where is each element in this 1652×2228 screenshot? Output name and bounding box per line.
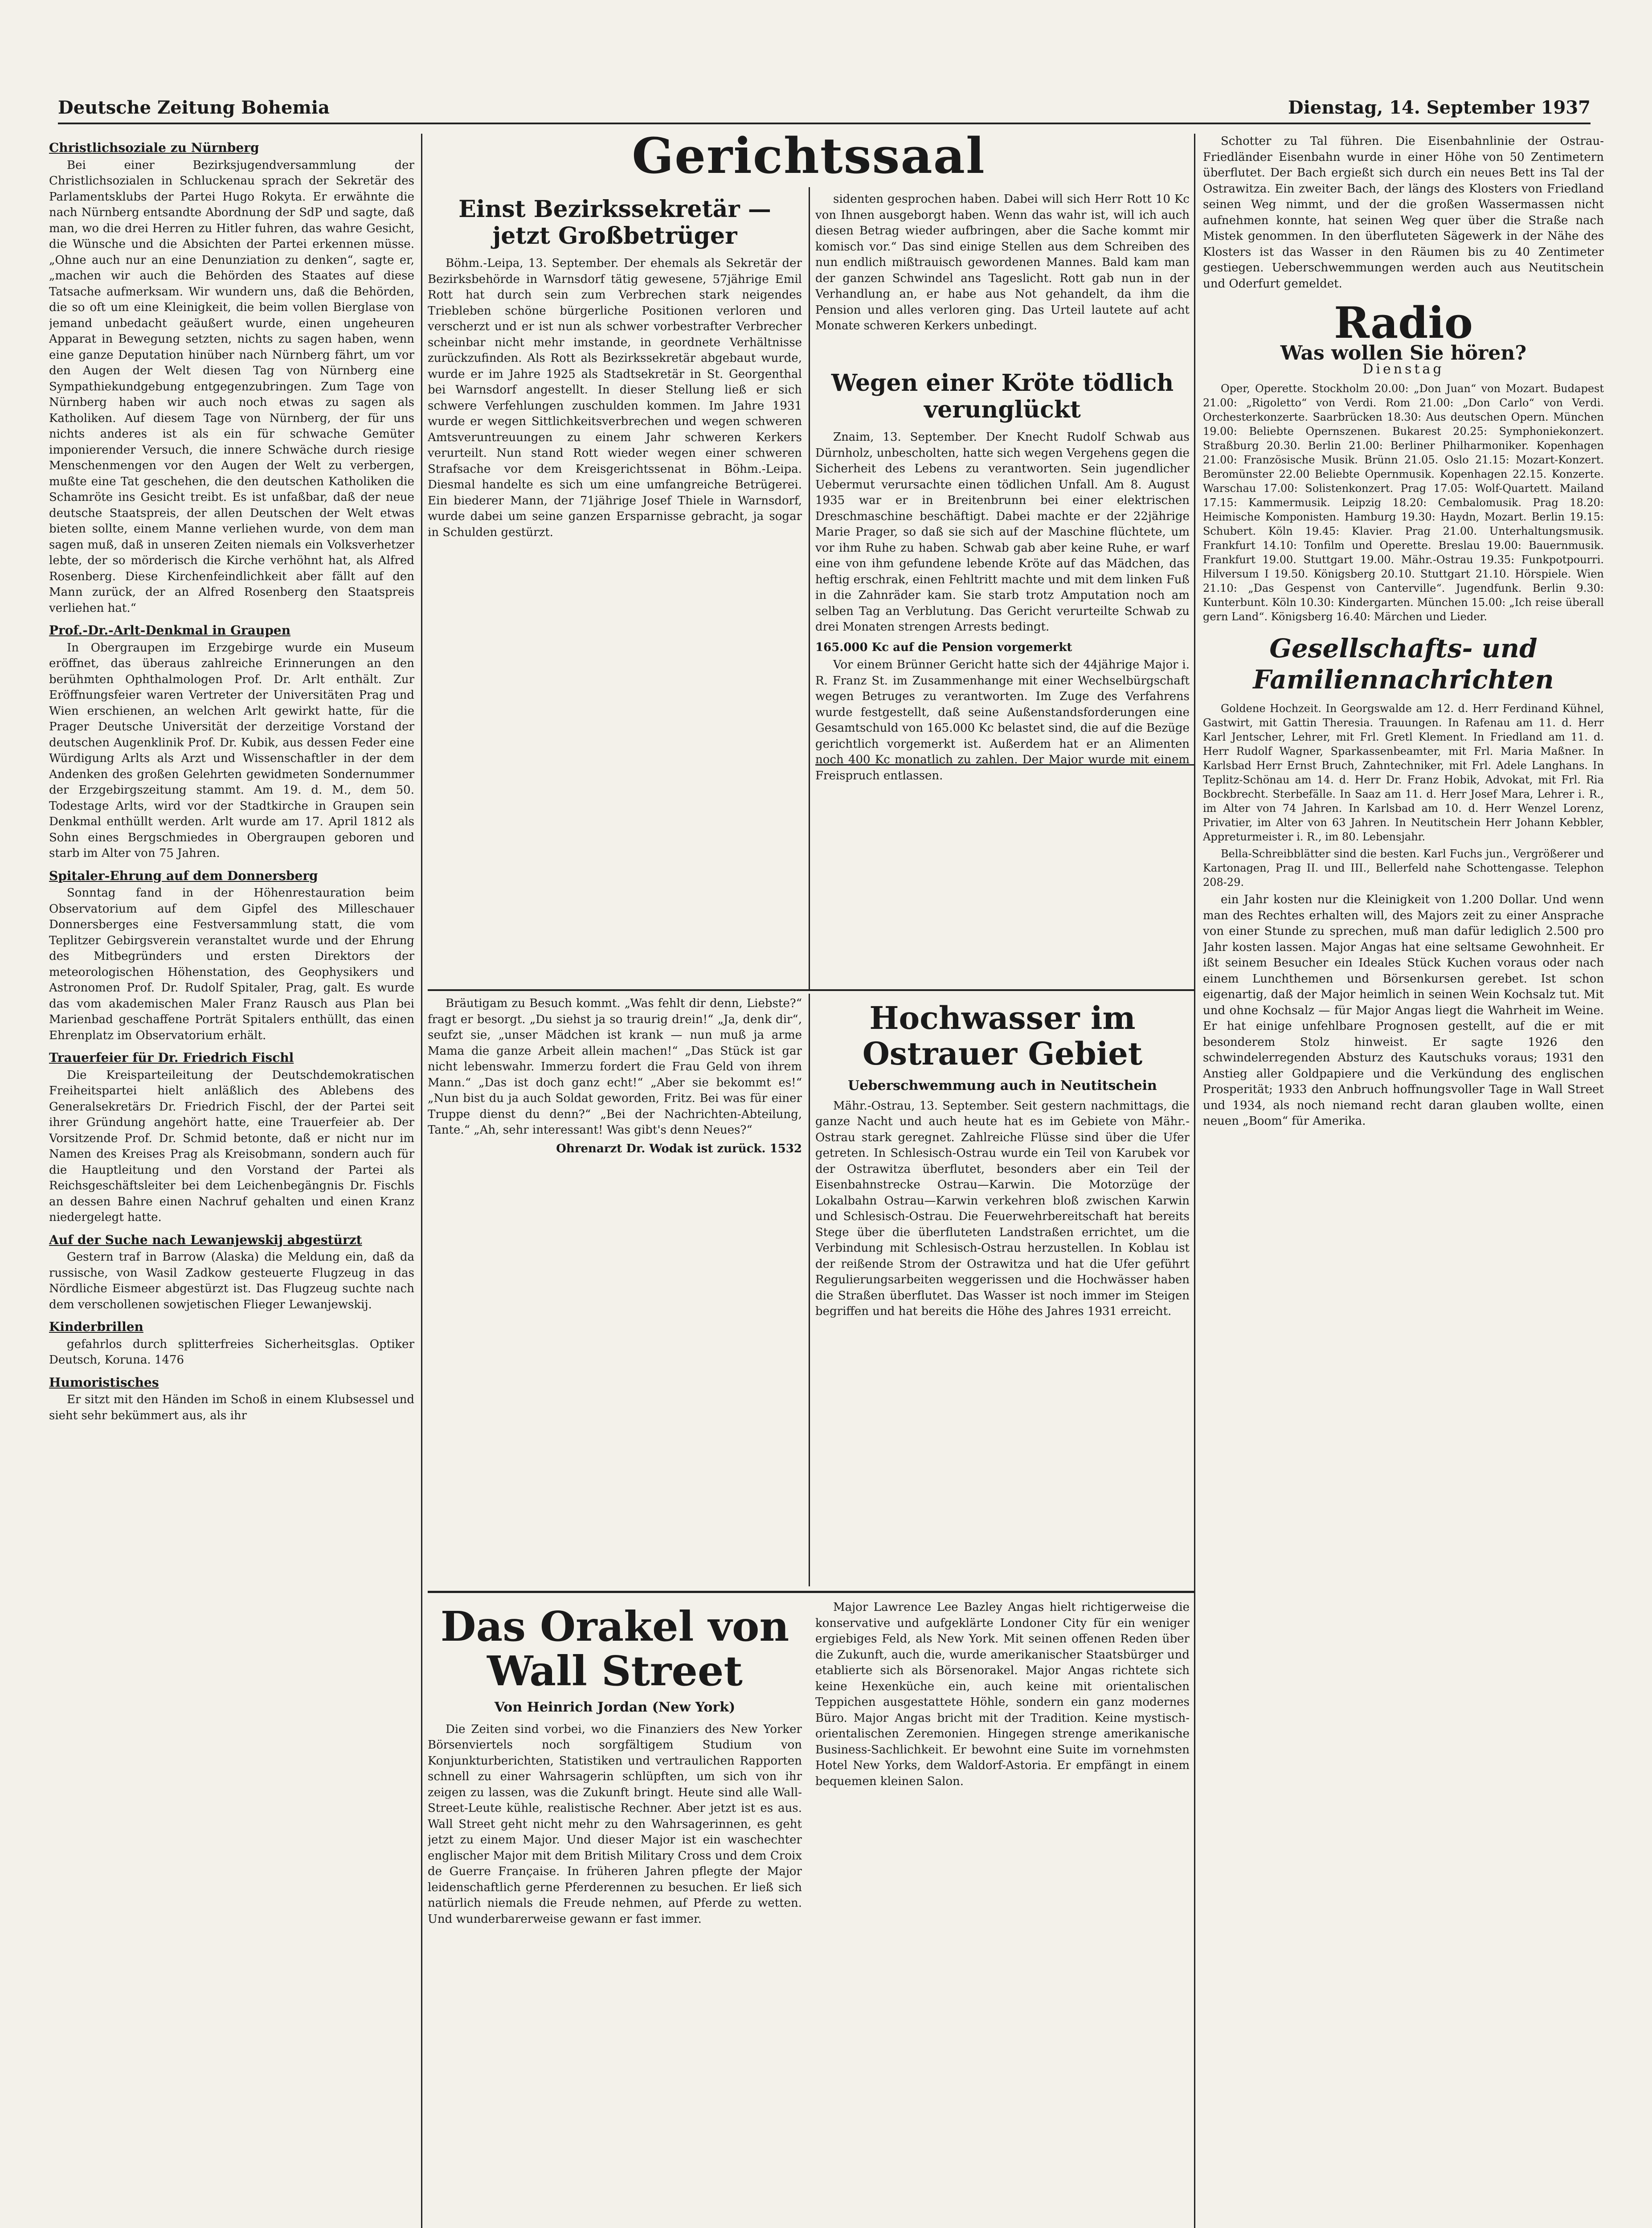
c1-text-0: Bei einer Bezirksjugendversammlung der Christlichsozialen in Schluckenau sprach der Sekretär des Parlamentsklubs der Partei Hugo Rokyta. Er erwähnte die nach Nürnberg entsandte Abordnung der SdP und sagte, daß man, wo die drei Herren zu Hitler fuhren, das wahre Gesicht, die Wünsche und die Absichten der Partei erkennen müsse. „Ohne auch nur an eine Denunziation zu denken“, sagte er, „machen wir auch die Behörden des Staates auf diese Tatsache aufmerksam. Wir wundern uns, daß die Behörden, die so oft um eine Kleinigkeit, die beim vollen Bierglase von jemand unbedacht geäußert wurde, einen ungeheuren Apparat in Bewegung setzten, nichts zu sagen haben, wenn eine ganze Deputation hinüber nach Nürnberg fährt, um vor den Augen der Welt diesen Tag von Nürnberg eine Sympathiekundgebung entgegenzubringen. Zum Tage von Nürnberg haben wir auch noch etwas zu sagen als Katholiken. Auf diesem Tage von Nürnberg, der für uns nichts anderes ist als ein für schwache Gemüter imponierender Versuch, die innere Schwäche durch riesige Menschenmengen vor den Augen der Welt zu verbergen, mußte eine Tat geschehen, die den deutschen Katholiken die Schamröte ins Gesicht treibt. Es ist unfaßbar, daß der neue deutsche Staatspreis, der allen Deutschen der Welt etwas bieten sollte, einem Manne verliehen wurde, von dem man sagen muß, daß in unseren Zeiten niemals ein Volksverhetzer lebte, der so mörderisch die Kirche verhöhnt hat, als Alfred Rosenberg. Diese Kirchenfeindlichkeit aber fällt auf den Mann zurück, der an Alfred Rosenberg den Staatspreis verliehen hat.“ — [49, 158, 414, 615]
hr-1 — [428, 989, 1194, 991]
article-orakel — [428, 1600, 802, 2228]
orakel-col3: ein Jahr kosten nur die Kleinigkeit von 1.200 Dollar. Und wenn man des Rechtes erhalten will, des Majors zeit zu einer Ansprache von einer Stunde zu sprechen, muß man dafür lediglich 2.500 pro Jahr kosten lassen. Major Angas hat eine seltsame Gewohnheit. Er ißt seinem Besucher ein Ideales Stück Kuchen voraus oder nach einem Lunchthemen und Börsenkursen gerebet. Ist schon eigenartig, daß der Major heimlich in seinen Wein Kochsalz tut. Mit und ohne Kochsalz — für Major Angas liegt die Wahrheit im Weine. Er hat einige unfehlbare Prognosen gestellt, auf die er mit besonderem Stolz hinweist. Er sagte 1926 den schwindelerregenden Absturz des Kautschuks voraus; 1931 den Anstieg aller Goldpapiere und die Verkündung des englischen Prosperität; 1933 den Anbruch hoffnungsvoller Tage in Wall Street und 1934, als noch niemand recht daran glauben wollte, einen neuen „Boom“ für Amerika. — [1203, 893, 1604, 1128]
article-humor — [428, 996, 802, 1586]
c1-text-3: Die Kreisparteileitung der Deutschdemokratischen Freiheitspartei hielt anläßlich des Ablebens des Generalsekretärs Dr. Friedrich Fischl, der der Partei seit ihrer Gründung angehört hatte, eine Trauerfeier ab. Der Vorsitzende Prof. Dr. Schmid betonte, daß er nicht nur im Namen des Kreises Prag als Kreisobmann, sondern auch für die Hauptleitung und den Vorstand der Partei als Reichsgeschäftsleiter bei dem Leichenbegängnis Dr. Fischls an dessen Bahre einen Nachruf gehalten und einen Kranz niedergelegt hatte. — [49, 1068, 414, 1224]
c1-head-4: Auf der Suche nach Lewanjewskij abgestürzt — [49, 1232, 362, 1247]
c1-text-2: Sonntag fand in der Höhenrestauration beim Observatorium auf dem Gipfel des Milleschauer Donnersberges eine Festversammlung statt, die vom Teplitzer Gebirgsverein veranstaltet wurde und der Ehrung des Mitbegründers und ersten Direktors der meteorologischen Höhenstation, des Geophysikers und Astronomen Prof. Dr. Rudolf Spitaler, Prag, galt. Es wurde das vom akademischen Maler Franz Rausch aus Plan bei Marienbad geschaffene Porträt Spitalers enthüllt, das einen Ehrenplatz im Observatorium erhält. — [49, 886, 414, 1042]
article-5-text-2: Major Lawrence Lee Bazley Angas hielt richtigerweise die konservative und aufgeklärte Londoner City für ein weniger ergiebiges Feld, als New York. Mit seinen offenen Reden über die Zukunft, auch die, wurde amerikanischer Staatsbürger und etablierte sich als Börsenorakel. Major Angas richtete sich keine Hexenküche ein, auch keine mit orientalischen Teppichen ausgestattete Höhle, sondern ein ganz modernes Büro. Major Angas bricht mit der Tradition. Keine mystisch-orientalischen Zeremonien. Hingegen strenge amerikanische Business-Sachlichkeit. Er bewohnt eine Suite im vornehmsten Hotel New Yorks, dem Waldorf-Astoria. Er empfängt in einem bequemen kleinen Salon. — [815, 1601, 1190, 1788]
article-2-text: Znaim, 13. September. Der Knecht Rudolf Schwab aus Dürnholz, unbescholten, hatte sich wegen Vergehens gegen die Sicherheit des Lebens zu verantworten. Sein jugendlicher Uebermut verursachte einen tödlichen Unfall. Am 8. August 1935 war er in Breitenbrunn bei einer elektrischen Dreschmaschine beschäftigt. Dabei machte er der 22jährige Marie Prager, so daß sie sich auf der Maschine flüchtete, um vor ihm Ruhe zu haben. Schwab gab aber keine Ruhe, er warf eine von ihm gefundene lebende Kröte auf das Mädchen, das heftig erschrak, einen Fehltritt machte und mit dem linken Fuß in die Zahnräder kam. Sie starb trotz Amputation noch am selben Tag an Verblutung. Das Gericht verurteilte Schwab zu drei Monaten strengen Arrests bedingt. — [815, 430, 1190, 634]
radio-title: Radio — [1334, 298, 1473, 348]
article-5-byline: Von Heinrich Jordan (New York) — [494, 1700, 736, 1715]
column-1 — [49, 134, 414, 2228]
mid-rule-2 — [809, 994, 810, 1586]
radio-subtitle: Was wollen Sie hören? — [1280, 342, 1527, 365]
paper-title: Deutsche Zeitung Bohemia — [58, 97, 330, 118]
radio-day: Dienstag — [1362, 361, 1444, 377]
article-1-continued — [815, 192, 1190, 361]
ohrenarzt-note: Ohrenarzt Dr. Wodak ist zurück. — [556, 1142, 766, 1155]
column-4 — [1203, 134, 1604, 2228]
ads-bottom: Bella-Schreibblätter sind die besten. Karl Fuchs jun., Vergrößerer und Kartonagen, Prag II. und III., Bellerfeld nahe Schottengasse. Telephon 208-29. — [1203, 848, 1604, 889]
c1-head-0: Christlichsoziale zu Nürnberg — [49, 140, 259, 155]
c1-text-5: gefahrlos durch splitterfreies Sicherheitsglas. Optiker Deutsch, Koruna. 1476 — [49, 1337, 414, 1367]
article-5-col2 — [815, 1600, 1190, 2228]
col-rule-1 — [421, 134, 422, 2228]
ohrenarzt-number: 1532 — [769, 1142, 802, 1155]
c1-text-4: Gestern traf in Barrow (Alaska) die Meldung ein, daß da russische, von Wasil Zadkow gesteuerte Flugzeug in das Nördliche Eismeer abgestürzt ist. Das Flugzeug suchte nach dem verschollenen sowjetischen Flieger Lewanjewskij. — [49, 1250, 414, 1311]
mid-rule-1 — [809, 187, 810, 989]
c1-head-6: Humoristisches — [49, 1375, 159, 1390]
masthead — [58, 91, 1591, 124]
article-5-text: Die Zeiten sind vorbei, wo die Finanziers des New Yorker Börsenviertels noch sorgfältigem Studium von Konjunkturberichten, Statistiken und vertraulichen Rapporten schnell zu einer Wahrsagerin schlüpften, um sich von ihr zeigen zu lassen, was die Zukunft bringt. Heute sind alle Wall-Street-Leute kühle, realistische Rechner. Aber jetzt ist es aus. Wall Street geht nicht mehr zu den Wahrsagerinnen, es geht jetzt zu einem Major. Und dieser Major ist ein waschechter englischer Major mit dem British Military Cross und dem Croix de Guerre Française. In früheren Jahren pflegte der Major leidenschaftlich gerne Pferderennen zu besuchen. Er ließ sich natürlich niemals die Freude nehmen, auf Pferde zu wetten. Und wunderbarerweise gewann er fast immer. — [428, 1722, 802, 1926]
article-hochwasser — [815, 996, 1190, 1586]
article-1-text-2: sidenten gesprochen haben. Dabei will sich Herr Rott 10 Kc von Ihnen ausgeborgt haben. Wenn das wahr ist, will ich auch diesen Betrag wieder aufbringen, aber die Sache kommt mir komisch vor.“ Das sind einige Stellen aus dem Schreiben des nun endlich mißtrauisch gewordenen Mannes. Bald kam man der ganzen Schwindel ans Tageslicht. Rott gab nun in der Verhandlung an, er habe aus Not gehandelt, da ihm die Pension und alles verloren ging. Das Urteil lautete auf acht Monate schweren Kerkers unbedingt. — [815, 192, 1190, 332]
article-1-headline: Einst Bezirkssekretär — jetzt Großbetrüger — [458, 196, 771, 250]
c1-head-3: Trauerfeier für Dr. Friedrich Fischl — [49, 1050, 294, 1065]
section-title: Gerichtssaal — [632, 127, 985, 184]
article-4-subhead: Ueberschwemmung auch in Neutitschein — [848, 1078, 1157, 1094]
radio-program: Oper, Operette. Stockholm 20.00: „Don Juan“ von Mozart. Budapest 21.00: „Rigoletto“ von Verdi. Rom 21.00: „Don Carlo“ von Verdi. Orchesterkonzerte. Saarbrücken 18.30: Aus deutschen Opern. München 19.00: Beliebte Opernszenen. Bukarest 20.25: Symphoniekonzert. Straßburg 20.30. Berlin 21.00: Berliner Philharmoniker. Kopenhagen 21.00: Französische Musik. Brünn 21.05. Oslo 21.15: Mozart-Konzert. Beromünster 22.00 Beliebte Opernmusik. Kopenhagen 22.15. Konzerte. Warschau 17.00: Solistenkonzert. Prag 17.05: Wolf-Quartett. Mailand 17.15: Kammermusik. Leipzig 18.20: Cembalomusik. Prag 18.20: Heimische Komponisten. Hamburg 19.30: Haydn, Mozart. Berlin 19.15: Schubert. Köln 19.45: Klavier. Prag 21.00. Unterhaltungsmusik. Frankfurt 14.10: Tonfilm und Operette. Breslau 19.00: Bauernmusik. Frankfurt 19.00. Stuttgart 19.00. Mähr.-Ostrau 19.35: Funkpotpourri. Hilversum I 19.50. Königsberg 20.10. Stuttgart 21.10. Hörspiele. Wien 21.10: „Das Gespenst von Canterville“. Jugendfunk. Berlin 9.30: Kunterbunt. Köln 10.30: Kindergarten. München 15.00: „Ich reise überall gern Land“. Königsberg 16.40: Märchen und Lieder. — [1203, 382, 1604, 623]
c1-head-1: Prof.-Dr.-Arlt-Denkmal in Graupen — [49, 623, 291, 638]
col-rule-2 — [1194, 134, 1195, 2228]
c1-text-6: Er sitzt mit den Händen im Schoß in einem Klubsessel und sieht sehr bekümmert aus, als ihr — [49, 1393, 414, 1422]
article-1-text: Böhm.-Leipa, 13. September. Der ehemals als Sekretär der Bezirksbehörde in Warnsdorf tätig gewesene, 57jährige Emil Rott hat durch sein zum Verbrechen stark neigendes Triebleben schöne bürgerliche Positionen verloren und verscherzt und er ist nun als schwer vorbestrafter Verbrecher scheinbar nicht mehr imstande, in geordnete Verhältnisse zurückzufinden. Als Rott als Bezirkssekretär abgebaut wurde, wurde er im Jahre 1925 als Stadtsekretär in St. Georgenthal bei Warnsdorf angestellt. In dieser Stellung ließ er sich schwere Verfehlungen zuschulden kommen. Im Jahre 1931 wurde er wegen Sittlichkeitsverbrechen und wegen schweren Amtsveruntreuungen zu einem Jahr schweren Kerkers verurteilt. Nun stand Rott wieder wegen einer schweren Strafsache vor dem Kreisgerichtssenat in Böhm.-Leipa. Diesmal handelte es sich um eine umfangreiche Betrügerei. Ein biederer Mann, der 71jährige Josef Thiele in Warnsdorf, wurde dabei um seine ganzen Ersparnisse gebracht, ja sogar in Schulden gestürzt. — [428, 257, 802, 539]
article-2-note-head: 165.000 Kc auf die Pension vorgemerkt — [815, 640, 1072, 654]
article-2-note: Vor einem Brünner Gericht hatte sich der 44jährige Major i. R. Franz St. im Zusammenhange mit einer Wechselbürgschaft wegen Betruges zu verantworten. Im Zuge des Verfahrens wurde festgestellt, daß seine Außenstandsforderungen eine Gesamtschuld von 165.000 Kc belastet sind, die auf die Bezüge gerichtlich vorgemerkt ist. Außerdem hat er an Alimenten noch 400 Kc monatlich zu zahlen. Der Major wurde mit einem Freispruch entlassen. — [815, 658, 1190, 782]
c4-flood-continued: Schotter zu Tal führen. Die Eisenbahnlinie der Ostrau-Friedländer Eisenbahn wurde in einer Höhe von 50 Zentimetern überflutet. Der Bach ergießt sich durch ein neues Bett ins Tal der Ostrawitza. Ein zweiter Bach, der längs des Klosters von Friedland seinen Weg nimmt, und der die großen Wassermassen nicht aufnehmen konnte, hat seinen Weg quer über die Straße nach Mistek genommen. In den überfluteten Sägewerk in der Nähe des Klosters ist das Wasser in den Räumen bis zu 40 Zentimeter gestiegen. Ueberschwemmungen werden auch aus Neutitschein und Oderfurt gemeldet. — [1203, 135, 1604, 291]
article-3-footer — [428, 1141, 802, 1157]
hr-2 — [428, 1591, 1194, 1593]
article-3-text: Bräutigam zu Besuch kommt. „Was fehlt dir denn, Liebste?“ fragt er besorgt. „Du siehst ja so traurig drein!“ „Ja, denk dir“, seufzt sie, „unser Mädchen ist krank — nun muß ja arme Mama die ganze Arbeit allein machen!“ „Das Stück ist gar nicht lebenswahr. Immerzu fordert die Frau Geld von ihrem Mann.“ „Das ist doch ganz echt!“ „Aber sie bekommt es!“ „Nun bist du ja auch Soldat geworden, Fritz. Bei was für einer Truppe dienst du denn?“ „Bei der Nachrichten-Abteilung, Tante.“ „Ah, sehr interessant! Was gibt's denn Neues?“ — [428, 997, 802, 1137]
c1-head-5: Kinderbrillen — [49, 1319, 143, 1334]
article-bezirkssekretaer — [428, 192, 802, 985]
article-4-headline: Hochwasser im Ostrauer Gebiet — [862, 999, 1143, 1072]
c1-text-1: In Obergraupen im Erzgebirge wurde ein Museum eröffnet, das überaus zahlreiche Erinnerungen an den berühmten Ophthalmologen Prof. Dr. Arlt enthält. Zur Eröffnungsfeier waren Vertreter der Universitäten Prag und Wien erschienen, an welchen Arlt gewirkt hatte, für die Prager Deutsche Universität der derzeitige Vorstand der deutschen Augenklinik Prof. Dr. Kubik, aus dessen Feder eine Würdigung Arlts als Arzt und Wissenschaftler in der dem Andenken des großen Gelehrten gewidmeten Sondernummer der Erzgebirgszeitung stammt. Am 19. d. M., dem 50. Todestage Arlts, wird vor der Stadtkirche in Graupen sein Denkmal enthüllt werden. Arlt wurde am 17. April 1812 als Sohn eines Bergschmiedes in Obergraupen geboren und starb im Alter von 75 Jahren. — [49, 641, 414, 860]
family-news-title: Gesellschafts- und Familiennachrichten — [1253, 633, 1554, 695]
c1-head-2: Spitaler-Ehrung auf dem Donnersberg — [49, 868, 318, 883]
family-news: Goldene Hochzeit. In Georgswalde am 12. d. Herr Ferdinand Kühnel, Gastwirt, mit Gattin Theresia. Trauungen. In Rafenau am 11. d. Herr Karl Jentscher, Lehrer, mit Frl. Gretl Klement. In Friedland am 11. d. Herr Rudolf Wagner, Sparkassenbeamter, mit Frl. Maria Maßner. In Karlsbad Herr Ernst Bruch, Zahntechniker, mit Frl. Adele Langhans. In Teplitz-Schönau am 14. d. Herr Dr. Franz Hobik, Advokat, mit Frl. Ria Bockbrecht. Sterbefälle. In Saaz am 11. d. Herr Josef Mara, Lehrer i. R., im Alter von 74 Jahren. In Karlsbad am 10. d. Herr Wenzel Lorenz, Privatier, im Alter von 63 Jahren. In Neutitschein Herr Johann Kebbler, Appreturmeister i. R., im 80. Lebensjahr. — [1203, 702, 1604, 843]
article-2-headline: Wegen einer Kröte tödlich verunglückt — [831, 369, 1174, 423]
article-4-text: Mähr.-Ostrau, 13. September. Seit gestern nachmittags, die ganze Nacht und auch heute hat es im Gebiete von Mähr.-Ostrau stark geregnet. Zahlreiche Flüsse sind über die Ufer getreten. In Schlesisch-Ostrau wurde ein Teil von Karubek vor der Ostrawitza überflutet, besonders aber ein Teil der Eisenbahnstrecke Ostrau—Karwin. Die Motorzüge der Lokalbahn Ostrau—Karwin verkehren bloß zwischen Karwin und Schlesisch-Ostrau. Die Feuerwehrbereitschaft hat bereits Stege über die überfluteten Landstraßen errichtet, um die Verbindung mit Schlesisch-Ostrau herzustellen. In Koblau ist der reißende Strom der Ostrawitza und hat die Ufer geführt Regulierungsarbeiten weggerissen und die Hochwässer haben die Straßen überflutet. Das Wasser ist noch immer im Steigen begriffen und hat bereits die Höhe des Jahres 1931 erreicht. — [815, 1099, 1190, 1318]
issue-date: Dienstag, 14. September 1937 — [1288, 97, 1591, 118]
article-5-headline: Das Orakel von Wall Street — [440, 1602, 789, 1695]
article-kroete — [815, 365, 1190, 985]
